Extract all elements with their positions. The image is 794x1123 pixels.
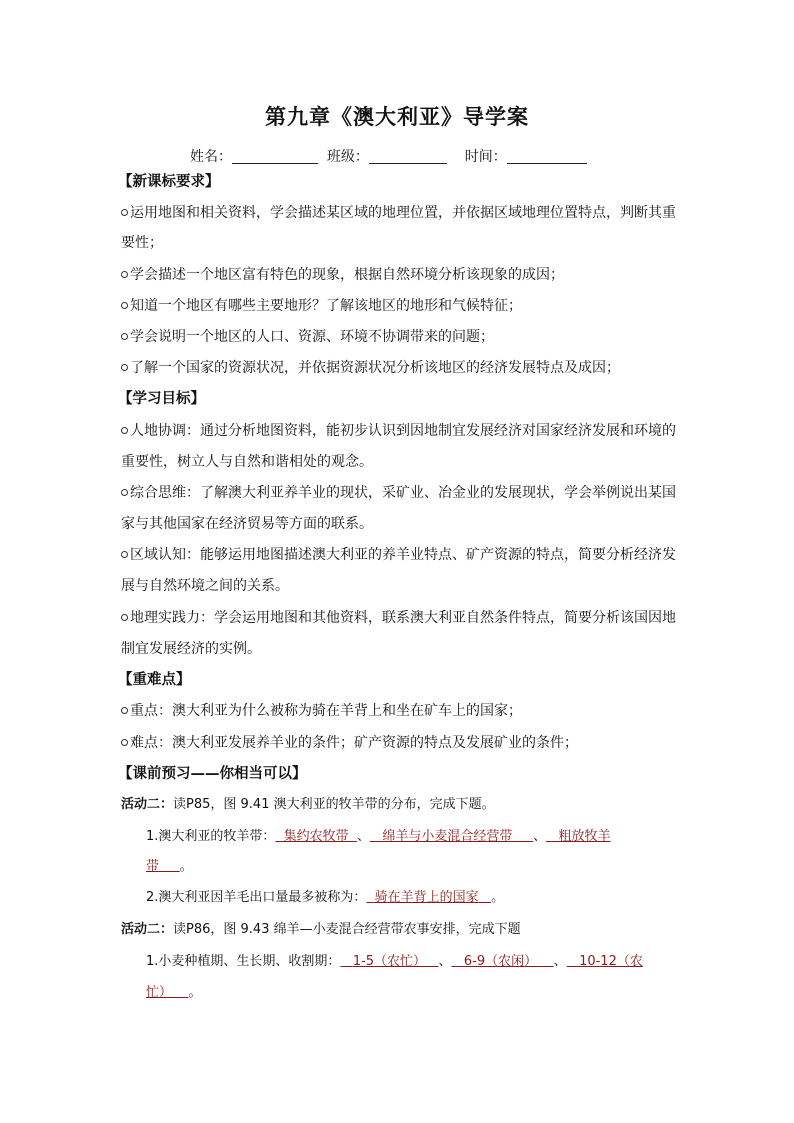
key-points-heading: 【重难点】: [118, 672, 191, 688]
preview-heading: 【课前预习——你相当可以】: [118, 766, 307, 782]
standards-heading: 【新课标要求】: [118, 174, 220, 190]
goal-item: 区域认知：能够运用地图描述澳大利亚的养羊业特点、矿产资源的特点，简要分析经济发: [121, 545, 676, 565]
bullet-icon: [121, 302, 128, 309]
student-info-line: [190, 146, 587, 166]
standard-item-cont: 要性；: [121, 235, 163, 251]
activity2-question1-cont: 忙） 。: [146, 985, 202, 1000]
answer-blank[interactable]: 骑在羊背上的国家: [374, 890, 479, 905]
activity1-question2: 2.澳大利亚因羊毛出口量最多被称为： 骑在羊背上的国家 。: [146, 890, 505, 905]
bullet-icon: [121, 364, 128, 371]
class-label: 班级：: [326, 149, 369, 165]
standard-item: 学会说明一个地区的人口、资源、环境不协调带来的问题；: [121, 327, 494, 347]
goal-item-cont: 制宜发展经济的实例。: [121, 641, 261, 657]
answer-blank[interactable]: 绵羊与小麦混合经营带: [382, 829, 513, 844]
activity1-question1: 1.澳大利亚的牧羊带： 集约农牧带 、 绵羊与小麦混合经营带 、 粗放牧羊: [146, 829, 611, 844]
standard-item: 了解一个国家的资源状况，并依据资源状况分析该地区的经济发展特点及成因；: [121, 358, 620, 378]
bullet-icon: [121, 707, 128, 714]
time-blank[interactable]: [507, 148, 587, 164]
bullet-icon: [121, 271, 128, 278]
activity1-intro: 活动二：读P85，图 9.41 澳大利亚的牧羊带的分布，完成下题。: [121, 797, 495, 812]
class-blank[interactable]: [369, 148, 447, 164]
goals-heading: 【学习目标】: [118, 391, 205, 407]
page-title: 第九章《澳大利亚》导学案: [265, 104, 529, 129]
goal-item-cont: 家与其他国家在经济贸易等方面的联系。: [121, 516, 373, 532]
goal-item-cont: 展与自然环境之间的关系。: [121, 578, 289, 594]
answer-blank[interactable]: 带: [146, 859, 160, 874]
activity2-intro: 活动二：读P86，图 9.43 绵羊—小麦混合经营带农事安排，完成下题: [121, 922, 521, 937]
standard-item: 学会描述一个地区富有特色的现象，根据自然环境分析该现象的成因；: [121, 265, 564, 285]
key-point-item: 难点：澳大利亚发展养羊业的条件；矿产资源的特点及发展矿业的条件；: [121, 733, 578, 753]
name-blank[interactable]: [232, 148, 318, 164]
standard-item: 运用地图和相关资料，学会描述某区域的地理位置，并依据区域地理位置特点，判断其重: [121, 203, 676, 223]
standard-item: 知道一个地区有哪些主要地形？了解该地区的地形和气候特征；: [121, 296, 522, 316]
bullet-icon: [121, 614, 128, 621]
answer-blank[interactable]: 粗放牧羊: [558, 829, 611, 844]
answer-blank[interactable]: 10-12（农: [579, 954, 643, 969]
answer-blank[interactable]: 1-5（农忙）: [352, 954, 427, 969]
goal-item: 人地协调：通过分析地图资料，能初步认识到因地制宜发展经济对国家经济发展和环境的: [121, 421, 676, 441]
key-point-item: 重点：澳大利亚为什么被称为骑在羊背上和坐在矿车上的国家；: [121, 701, 522, 721]
bullet-icon: [121, 739, 128, 746]
goal-item: 综合思维：了解澳大利亚养羊业的现状，采矿业、冶金业的发展现状，学会举例说出某国: [121, 483, 676, 503]
answer-blank[interactable]: 忙）: [146, 985, 173, 1000]
bullet-icon: [121, 209, 128, 216]
goal-item-cont: 重要性，树立人与自然和谐相处的观念。: [121, 454, 373, 470]
answer-blank[interactable]: 集约农牧带: [283, 829, 349, 844]
activity2-question1: 1.小麦种植期、生长期、收割期： 1-5（农忙） 、 6-9（农闲） 、 10-12（农: [146, 954, 643, 969]
goal-item: 地理实践力：学会运用地图和其他资料，联系澳大利亚自然条件特点，简要分析该国因地: [121, 608, 676, 628]
bullet-icon: [121, 551, 128, 558]
activity1-question1-cont: 带 。: [146, 859, 193, 874]
bullet-icon: [121, 427, 128, 434]
answer-blank[interactable]: 6-9（农闲）: [463, 954, 538, 969]
bullet-icon: [121, 333, 128, 340]
bullet-icon: [121, 489, 128, 496]
time-label: 时间：: [464, 149, 507, 165]
name-label: 姓名：: [190, 149, 232, 165]
